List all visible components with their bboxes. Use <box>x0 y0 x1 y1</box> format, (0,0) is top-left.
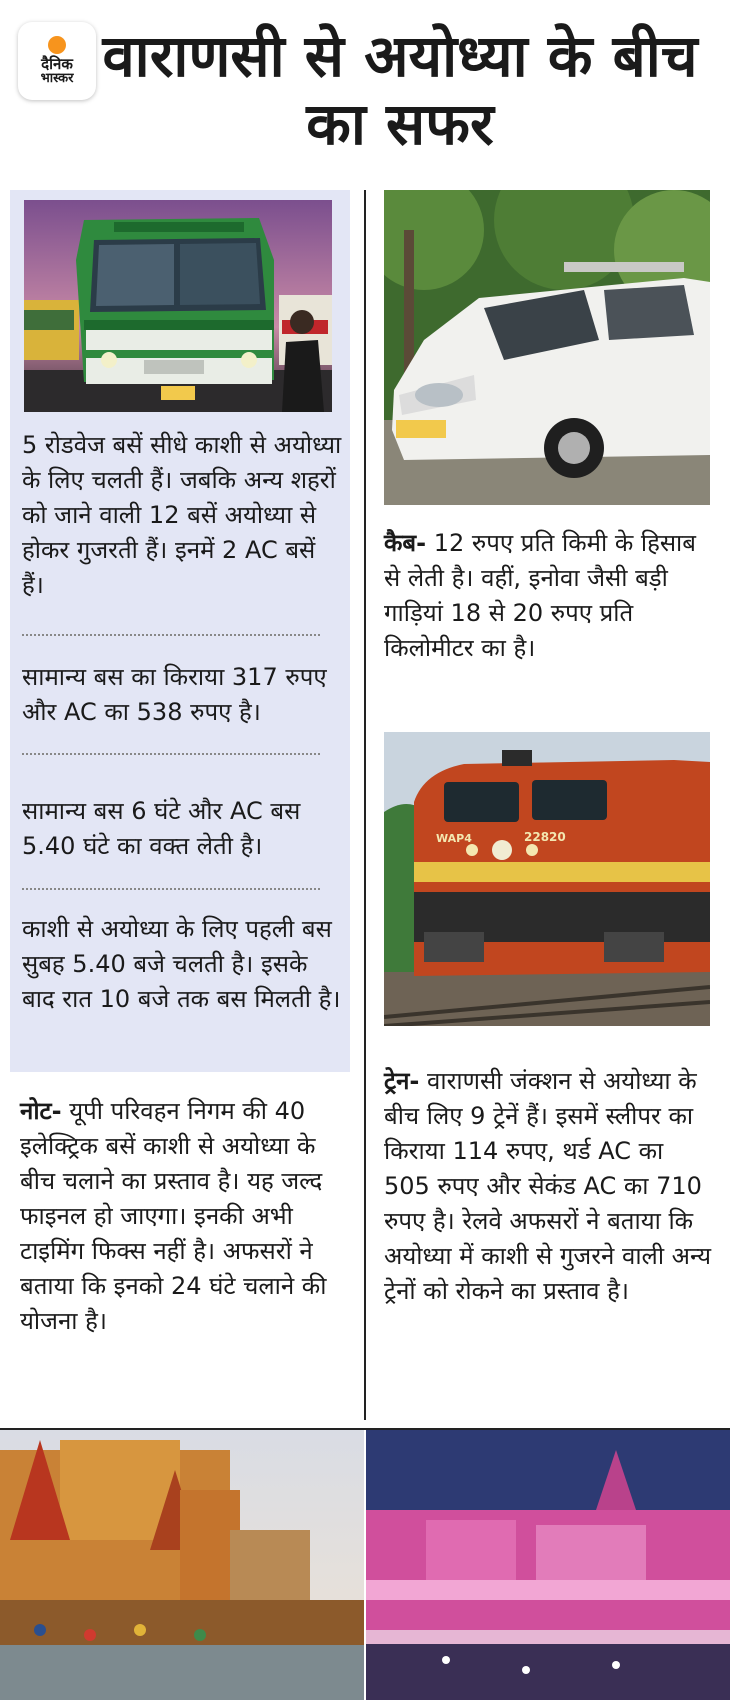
dainik-bhaskar-logo <box>18 22 96 100</box>
divider <box>22 753 320 755</box>
note-label: नोट- <box>20 1097 62 1125</box>
train-label: ट्रेन- <box>384 1067 420 1095</box>
logo-line-1: दैनिक <box>41 55 73 73</box>
divider <box>22 634 320 636</box>
logo-line-2: भास्कर <box>40 71 74 86</box>
bus-paragraph-4: काशी से अयोध्या के लिए पहली बस सुबह 5.40 बजे चलती है। इसके बाद रात 10 बजे तक बस मिलती है। <box>22 915 341 1013</box>
train-text: वाराणसी जंक्शन से अयोध्या के बीच लिए 9 ट्रेनें हैं। इसमें स्लीपर का किराया 114 रुपए, थर्ड AC का 505 रुपए और सेकंड AC का 710 रुपए है। रेलवे अफसरों ने बताया कि अयोध्या में काशी से गुजरने वाली अन्य ट्रेनों को रोकने का प्रस्ताव है। <box>384 1067 712 1305</box>
bus-paragraph-3: सामान्य बस 6 घंटे और AC बस 5.40 घंटे का वक्त लेती है। <box>22 797 301 860</box>
cab-text: 12 रुपए प्रति किमी के हिसाब से लेती है। वहीं, इनोवा जैसी बड़ी गाड़ियां 18 से 20 रुपए प्रति किलोमीटर का है। <box>384 529 696 662</box>
loco-number: 22820 <box>524 830 566 844</box>
bus-paragraph-2: सामान्य बस का किराया 317 रुपए और AC का 538 रुपए है। <box>22 663 327 726</box>
bus-paragraph-1: 5 रोडवेज बसें सीधे काशी से अयोध्या के लिए चलती हैं। जबकि अन्य शहरों को जाने वाली 12 बसें अयोध्या से होकर गुजरती हैं। इनमें 2 AC बसें हैं। <box>22 431 342 599</box>
note-paragraph <box>20 1094 350 1339</box>
train-paragraph <box>384 1064 714 1309</box>
bus-photo <box>24 200 332 412</box>
cab-photo <box>384 190 710 505</box>
page-title: वाराणसी से अयोध्या के बीच का सफर <box>102 22 698 158</box>
note-text: यूपी परिवहन निगम की 40 इलेक्ट्रिक बसें काशी से अयोध्या के बीच चलाने का प्रस्ताव है। यह जल्द फाइनल हो जाएगा। इनकी अभी टाइमिंग फिक्स नहीं है। अफसरों ने बताया कि इनको 24 घंटे चलाने की योजना है। <box>20 1097 327 1335</box>
column-divider <box>364 190 366 1420</box>
sun-icon <box>48 36 66 54</box>
train-photo <box>384 732 710 1026</box>
divider <box>22 888 320 890</box>
cab-paragraph <box>384 526 714 666</box>
ayodhya-ghats-photo <box>366 1430 730 1700</box>
loco-code: WAP4 <box>436 832 472 845</box>
cab-label: कैब- <box>384 529 427 557</box>
varanasi-ghats-photo <box>0 1430 364 1700</box>
